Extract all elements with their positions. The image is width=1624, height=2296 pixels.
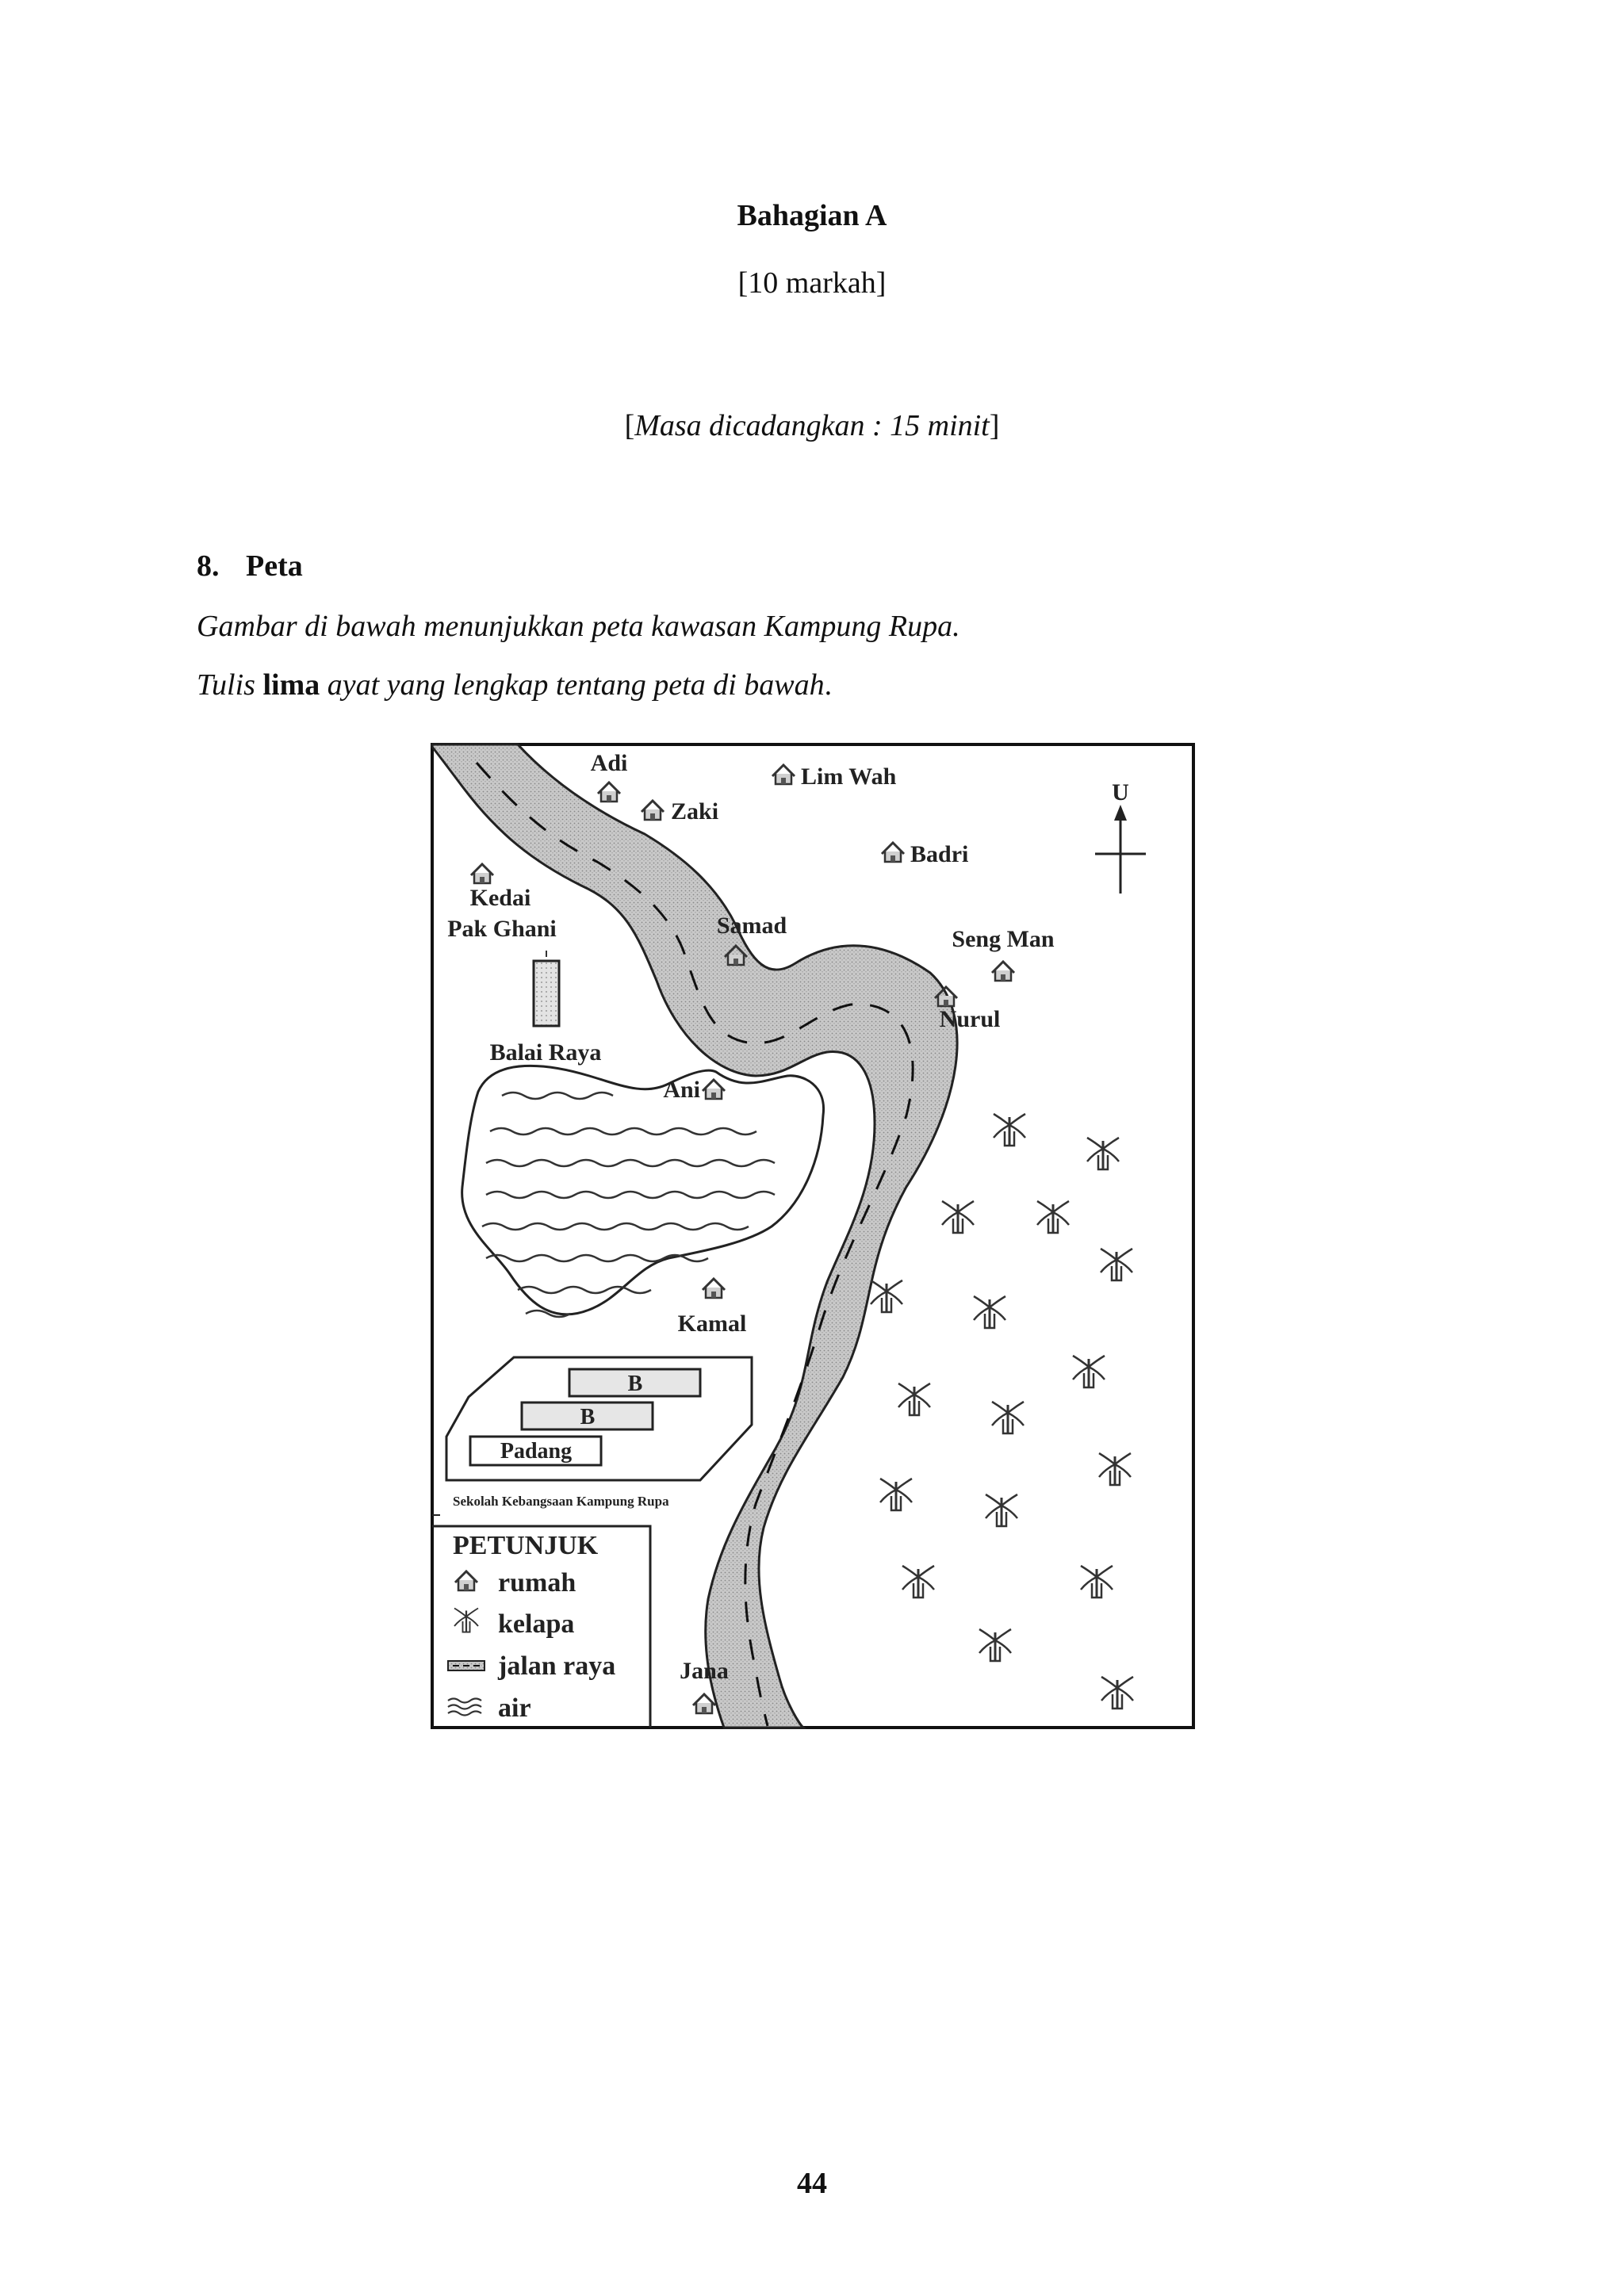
label-samad: Samad [716,913,787,939]
time-note [0,408,1624,443]
instruction-post: ayat yang lengkap tentang peta di bawah [327,668,825,702]
marks-label: [10 markah] [737,266,887,300]
instruction-pre: Tulis [197,668,255,702]
label-lim-wah: Lim Wah [801,763,897,790]
label-badri: Badri [910,841,969,867]
label-balai-raya: Balai Raya [489,1039,602,1066]
time-note-open: [ [624,409,635,442]
label-nurul: Nurul [939,1006,1001,1032]
label-kamal: Kamal [677,1311,747,1337]
legend-title: PETUNJUK [453,1531,599,1560]
instruction-line-1: Gambar di bawah menunjukkan peta kawasan Kampung Rupa. [197,610,960,643]
time-note-close: ] [989,409,1000,442]
instruction-line-2 [197,668,832,702]
question-title [197,549,303,584]
question-topic: Peta [246,549,303,583]
school-name-label: Sekolah Kebangsaan Kampung Rupa [453,1494,669,1509]
north-label: U [1112,779,1129,806]
school-field-label: Padang [500,1439,573,1464]
balai-raya-building [534,961,559,1026]
map-kampung-rupa [431,743,1195,1729]
label-jana: Jana [680,1658,729,1684]
legend-road-label: jalan raya [498,1651,616,1681]
question-number: 8. [197,549,220,583]
school-building-1-label: B [627,1372,643,1396]
label-seng-man: Seng Man [952,926,1055,952]
school-building-2-label: B [580,1405,596,1429]
label-ani: Ani [663,1077,700,1103]
label-adi: Adi [590,750,628,776]
legend-water-label: air [498,1693,531,1723]
label-zaki: Zaki [671,798,719,825]
page-number: 44 [797,2167,827,2200]
time-note-text: Masa dicadangkan : 15 minit [634,409,990,442]
legend-coconut-label: kelapa [498,1609,575,1639]
section-title: Bahagian A [737,199,887,232]
legend-house-label: rumah [498,1568,576,1598]
instruction-bold: lima [262,668,320,702]
label-pak-ghani: Pak Ghani [447,916,557,942]
instruction-end: . [824,668,833,702]
label-kedai: Kedai [469,885,531,911]
